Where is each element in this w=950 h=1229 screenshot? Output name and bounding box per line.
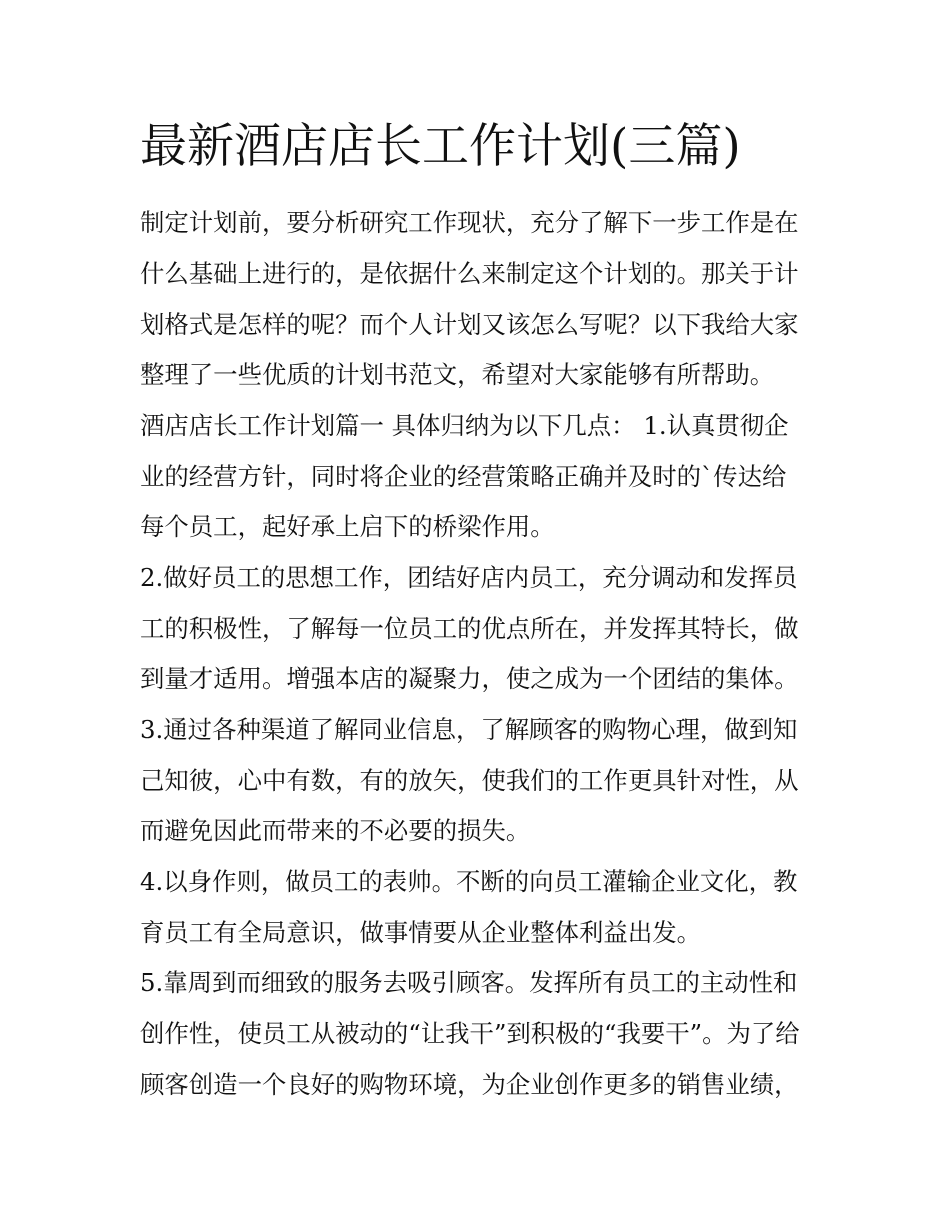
body-line: 到量才适用。增强本店的凝聚力，使之成为一个团结的集体。 bbox=[140, 664, 799, 693]
body-line: 创作性，使员工从被动的“让我干”到积极的“我要干”。为了给 bbox=[140, 1019, 800, 1048]
body-line: 3.通过各种渠道了解同业信息，了解顾客的购物心理，做到知 bbox=[140, 715, 798, 744]
body-line: 2.做好员工的思想工作，团结好店内员工，充分调动和发挥员 bbox=[140, 563, 798, 592]
body-line: 5.靠周到而细致的服务去吸引顾客。发挥所有员工的主动性和 bbox=[140, 968, 798, 997]
body-line: 顾客创造一个良好的购物环境，为企业创作更多的销售业绩， bbox=[140, 1070, 799, 1099]
body-line: 而避免因此而带来的不必要的损失。 bbox=[140, 816, 531, 845]
body-line: 制定计划前，要分析研究工作现状，充分了解下一步工作是在 bbox=[140, 208, 799, 237]
body-line: 业的经营方针，同时将企业的经营策略正确并及时的`传达给 bbox=[140, 462, 787, 491]
body-line: 工的积极性，了解每一位员工的优点所在，并发挥其特长，做 bbox=[140, 614, 799, 643]
body-line: 酒店店长工作计划篇一 具体归纳为以下几点： 1.认真贯彻企 bbox=[140, 411, 789, 440]
body-line: 4.以身作则，做员工的表帅。不断的向员工灌输企业文化，教 bbox=[140, 867, 798, 896]
body-line: 每个员工，起好承上启下的桥梁作用。 bbox=[140, 512, 555, 541]
body-line: 什么基础上进行的，是依据什么来制定这个计划的。那关于计 bbox=[140, 259, 799, 288]
document-title: 最新酒店店长工作计划(三篇) bbox=[140, 119, 741, 174]
body-line: 己知彼，心中有数，有的放矢，使我们的工作更具针对性，从 bbox=[140, 766, 799, 795]
body-line: 育员工有全局意识，做事情要从企业整体利益出发。 bbox=[140, 918, 701, 947]
body-line: 整理了一些优质的计划书范文，希望对大家能够有所帮助。 bbox=[140, 360, 775, 389]
body-line: 划格式是怎样的呢？而个人计划又该怎么写呢？以下我给大家 bbox=[140, 310, 799, 339]
